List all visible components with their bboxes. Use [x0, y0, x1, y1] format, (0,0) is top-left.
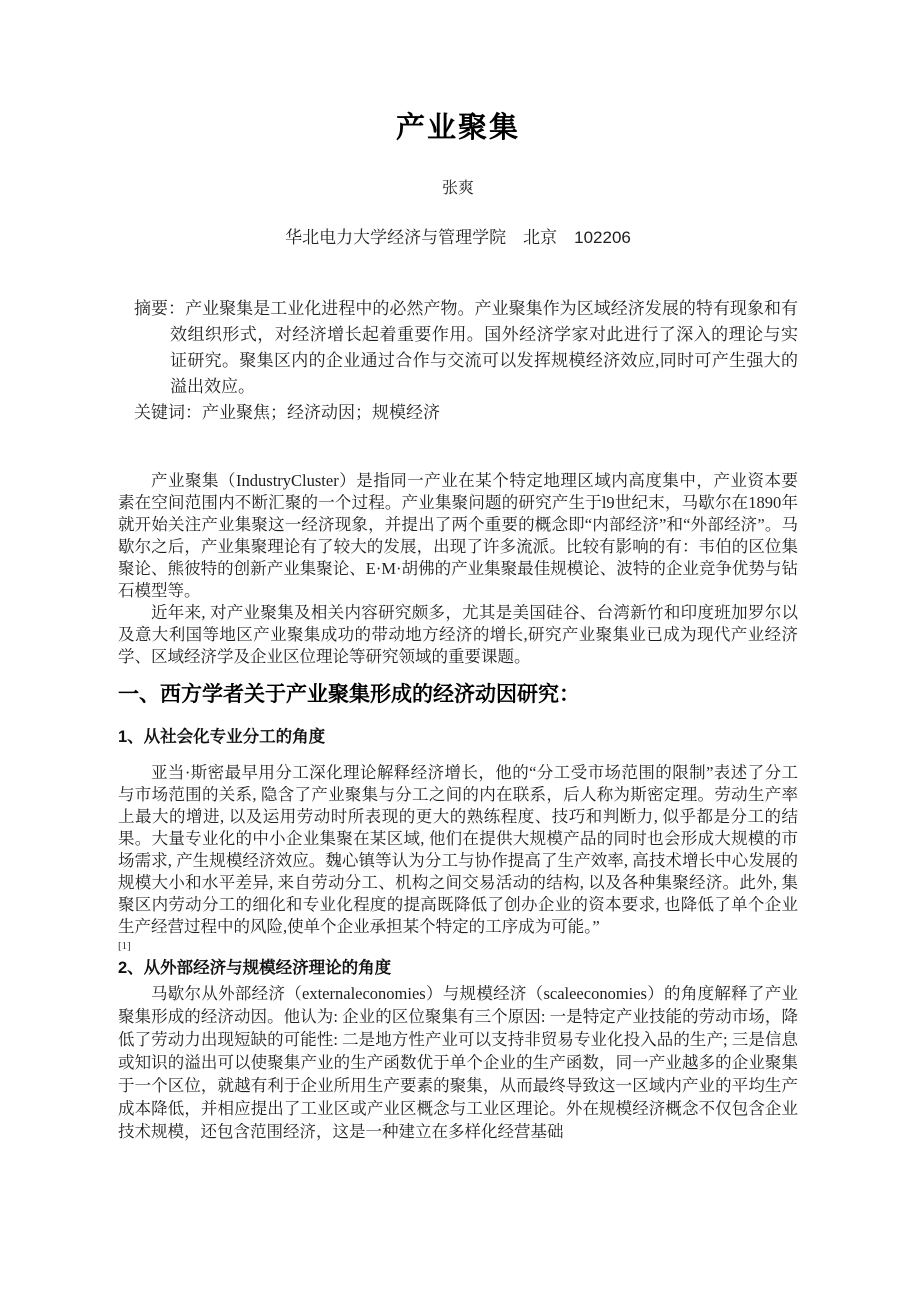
intro-paragraph-1: 产业聚集（IndustryCluster）是指同一产业在某个特定地理区域内高度集中，产业资本要素在空间范围内不断汇聚的一个过程。产业集聚问题的研究产生于l9世纪末，马歇尔在1890年就开始关注产业集聚这一经济现象，并提出了两个重要的概念即“内部经济”和“外部经济”。马歇尔之后，产业集聚理论有了较大的发展，出现了许多流派。比较有影响的有：韦伯的区位集聚论、熊彼特的创新产业集聚论、E·M·胡佛的产业集聚最佳规模论、波特的企业竞争优势与钻石模型等。 [118, 471, 798, 600]
keywords-text: 产业聚焦；经济动因；规模经济 [202, 403, 440, 422]
abstract [134, 296, 798, 400]
affiliation-text: 华北电力大学经济与管理学院 北京 [285, 228, 575, 247]
document-title: 产业聚集 [395, 112, 520, 144]
abstract-text: 产业聚集是工业化进程中的必然产物。产业聚集作为区域经济发展的特有现象和有效组织形式，对经济增长起着重要作用。国外经济学家对此进行了深入的理论与实证研究。聚集区内的企业通过合作与交流可以发挥规模经济效应,同时可产生强大的溢出效应。 [170, 299, 799, 396]
abstract-label: 摘要： [134, 299, 186, 318]
keywords [134, 400, 798, 426]
subsection-1-paragraph: 亚当·斯密最早用分工深化理论解释经济增长，他的“分工受市场范围的限制”表述了分工与市场范围的关系, 隐含了产业聚集与分工之间的内在联系，后人称为斯密定理。劳动生产率上最大的增进, 以及运用劳动时所表现的更大的熟练程度、技巧和判断力, 似乎都是分工的结果。大量专业化的中小企业集聚在某区域, 他们在提供大规模产品的同时也会形成大规模的市场需求, 产生规模经济效应。魏心镇等认为分工与协作提高了生产效率, 高技术增长中心发展的规模大小和水平差异, 来自劳动分工、机构之间交易活动的结构, 以及各种集聚经济。此外, 集聚区内劳动分工的细化和专业化程度的提高既降低了创办企业的资本要求, 也降低了单个企业生产经营过程中的风险,使单个企业承担某个特定的工序成为可能。” [118, 763, 798, 936]
subsection-2-heading: 2、从外部经济与规模经济理论的角度 [118, 959, 392, 977]
section-1-heading: 一、西方学者关于产业聚集形成的经济动因研究： [118, 683, 580, 706]
affiliation-zipcode: 102206 [574, 228, 631, 247]
subsection-2-paragraph: 马歇尔从外部经济（externaleconomies）与规模经济（scaleeconomies）的角度解释了产业聚集形成的经济动因。他认为: 企业的区位聚集有三个原因: 一是特定产业技能的劳动市场，降低了劳动力出现短缺的可能性: 二是地方性产业可以支持非贸易专业化投入品的生产; 三是信息或知识的溢出可以使聚集产业的生产函数优于单个企业的生产函数，同一产业越多的企业聚集于一个区位，就越有利于企业所用生产要素的聚集，从而最终导致这一区域内产业的平均生产成本降低，并相应提出了工业区或产业区概念与工业区理论。外在规模经济概念不仅包含企业技术规模，还包含范围经济，这是一种建立在多样化经营基础 [118, 984, 798, 1141]
keywords-label: 关键词： [134, 403, 202, 422]
author-name: 张爽 [441, 180, 474, 197]
subsection-1-heading: 1、从社会化专业分工的角度 [118, 728, 326, 746]
affiliation [118, 226, 798, 250]
intro-paragraph-2: 近年来, 对产业聚集及相关内容研究颇多，尤其是美国硅谷、台湾新竹和印度班加罗尔以及意大利国等地区产业聚集成功的带动地方经济的增长,研究产业聚集业已成为现代产业经济学、区域经济学及企业区位理论等研究领域的重要课题。 [118, 603, 798, 666]
citation-ref-1: [1] [118, 940, 131, 952]
